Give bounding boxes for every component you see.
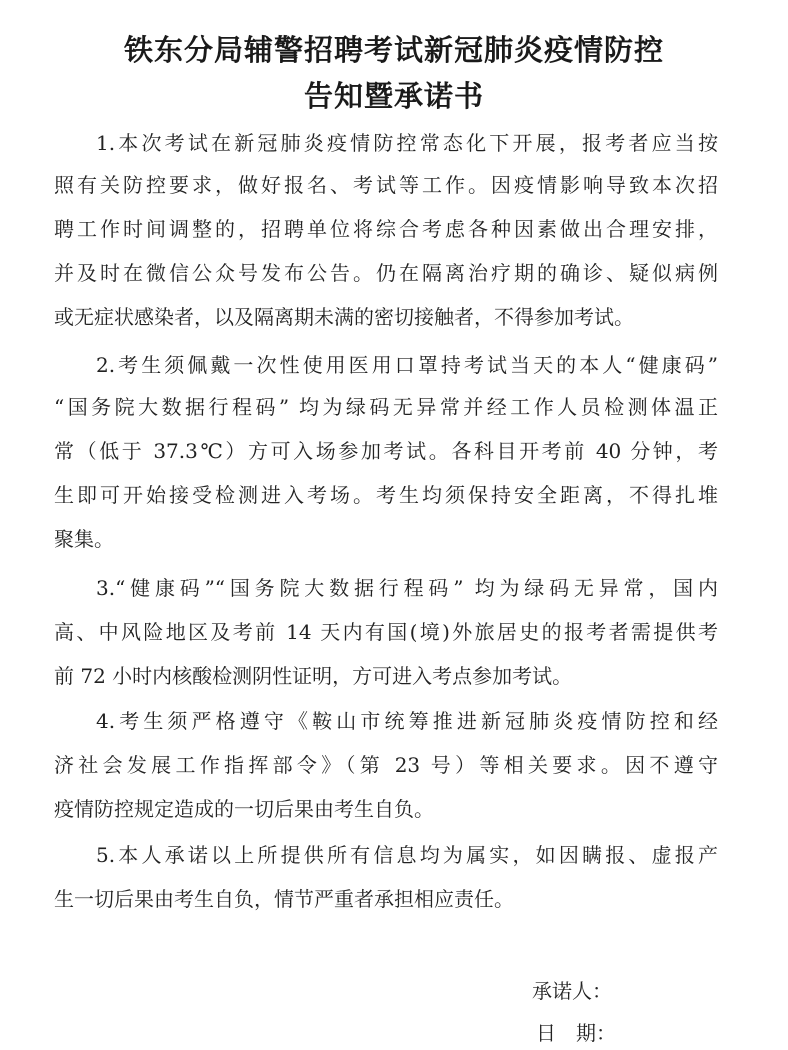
paragraph-3-line-1: 3.“健康码”“国务院大数据行程码” 均为绿码无异常，国内 — [96, 576, 718, 600]
paragraph-3-line-3: 前 72 小时内核酸检测阴性证明，方可进入考点参加考试。 — [54, 664, 573, 688]
date-label: 日 期： — [536, 1021, 616, 1045]
paragraph-1-line-2: 照有关防控要求，做好报名、考试等工作。因疫情影响导致本次招 — [54, 173, 718, 197]
paragraph-2-line-3: 常（低于 37.3℃）方可入场参加考试。各科目开考前 40 分钟，考 — [54, 439, 718, 463]
paragraph-4-line-2: 济社会发展工作指挥部令》（第 23 号）等相关要求。因不遵守 — [54, 753, 718, 777]
paragraph-1-line-3: 聘工作时间调整的，招聘单位将综合考虑各种因素做出合理安排， — [54, 217, 718, 241]
document-title-line-1: 铁东分局辅警招聘考试新冠肺炎疫情防控 — [123, 33, 664, 67]
paragraph-1-line-4: 并及时在微信公众号发布公告。仍在隔离治疗期的确诊、疑似病例 — [54, 261, 718, 285]
signer-label: 承诺人： — [532, 979, 612, 1003]
paragraph-2-line-4: 生即可开始接受检测进入考场。考生均须保持安全距离，不得扎堆 — [54, 483, 718, 507]
paragraph-5-line-1: 5.本人承诺以上所提供所有信息均为属实，如因瞒报、虚报产 — [96, 843, 718, 867]
paragraph-4-line-3: 疫情防控规定造成的一切后果由考生自负。 — [54, 797, 434, 821]
paragraph-2-line-2: “国务院大数据行程码” 均为绿码无异常并经工作人员检测体温正 — [54, 395, 718, 419]
paragraph-3-line-2: 高、中风险地区及考前 14 天内有国(境)外旅居史的报考者需提供考 — [54, 620, 718, 644]
paragraph-5-line-2: 生一切后果由考生自负，情节严重者承担相应责任。 — [54, 887, 514, 911]
document-title-line-2: 告知暨承诺书 — [303, 79, 484, 113]
paragraph-2-line-5: 聚集。 — [54, 527, 114, 551]
paragraph-4-line-1: 4.考生须严格遵守《鞍山市统筹推进新冠肺炎疫情防控和经 — [96, 709, 718, 733]
paragraph-2-line-1: 2.考生须佩戴一次性使用医用口罩持考试当天的本人“健康码” — [96, 353, 718, 377]
paragraph-1-line-5: 或无症状感染者，以及隔离期未满的密切接触者，不得参加考试。 — [54, 305, 634, 329]
paragraph-1-line-1: 1.本次考试在新冠肺炎疫情防控常态化下开展，报考者应当按 — [96, 131, 718, 155]
